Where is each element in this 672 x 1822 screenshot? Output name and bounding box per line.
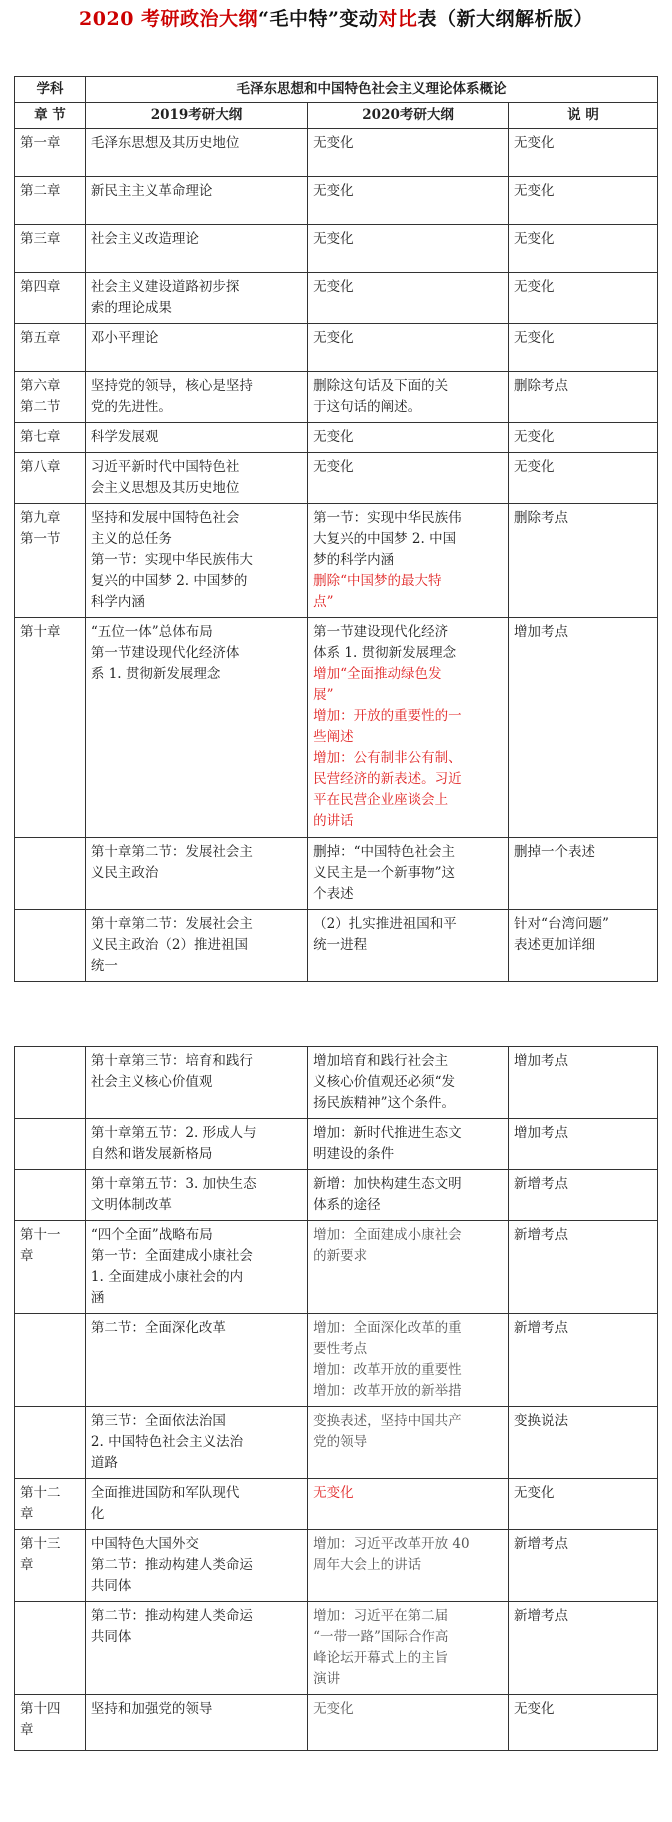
note-cell: [509, 504, 658, 618]
note-cell: [509, 838, 658, 910]
outline-2019-cell: [85, 504, 307, 618]
outline-2020-cell-line: 党的领导: [313, 1434, 368, 1450]
chapter-cell: [15, 177, 86, 225]
outline-2020-cell-line: 第一节：实现中华民族伟: [313, 510, 462, 526]
outline-2020-cell: [308, 129, 509, 177]
table-row: [15, 838, 658, 910]
chapter-cell-line: 第十四: [20, 1701, 61, 1717]
chapter-cell: [15, 372, 86, 423]
outline-2020-cell: [308, 1314, 509, 1407]
outline-2020-cell-line: 增加：改革开放的新举措: [313, 1383, 462, 1399]
outline-2019-cell-line: 涵: [90, 1290, 105, 1306]
outline-2019-cell: [85, 838, 307, 910]
outline-2020-cell-line: 峰论坛开幕式上的主旨: [313, 1650, 449, 1666]
outline-2020-cell-line: 无变化: [313, 183, 354, 199]
chapter-cell: [15, 453, 86, 504]
outline-2020-cell-line: 体系 1. 贯彻新发展理念: [313, 645, 457, 661]
chapter-cell: [15, 618, 86, 838]
outline-2019-cell-line: 义民主政治（2）推进祖国: [90, 937, 248, 953]
outline-2019-cell: [85, 423, 307, 453]
outline-2020-cell: [308, 504, 509, 618]
outline-2020-cell-line: 增加：全面建成小康社会: [313, 1227, 462, 1243]
note-cell: [509, 129, 658, 177]
outline-2019-cell-line: 第十章第二节：发展社会主: [90, 844, 253, 860]
chapter-cell: [15, 324, 86, 372]
chapter-cell-line: 章: [20, 1722, 34, 1738]
note-cell-line: 无变化: [514, 1485, 555, 1501]
outline-2020-cell: [308, 1170, 509, 1221]
outline-2019-cell: [85, 1119, 307, 1170]
chapter-cell: [15, 1479, 86, 1530]
outline-2020-cell-line: 明建设的条件: [313, 1146, 395, 1162]
chapter-cell: [15, 1221, 86, 1314]
note-cell: [509, 1119, 658, 1170]
outline-2020-cell: [308, 225, 509, 273]
outline-2020-cell-line: 展”: [313, 687, 334, 703]
note-cell-line: 删除考点: [514, 378, 569, 394]
outline-2020-cell: [308, 177, 509, 225]
table-row: [15, 129, 658, 177]
chapter-cell-line: 第十一: [20, 1227, 61, 1243]
outline-2020-cell-line: 增加培育和践行社会主: [313, 1053, 449, 1069]
note-cell-line: 无变化: [514, 135, 555, 151]
outline-2019-cell-line: 全面推进国防和军队现代: [90, 1485, 240, 1501]
outline-2019-cell-line: 党的先进性。: [90, 399, 172, 415]
note-cell: [509, 423, 658, 453]
chapter-cell: [15, 1047, 86, 1119]
outline-2020-cell-line: 于这句话的阐述。: [313, 399, 422, 415]
note-cell: [509, 273, 658, 324]
note-cell-line: 增加考点: [514, 624, 569, 640]
outline-2020-cell-line: 周年大会上的讲话: [313, 1557, 422, 1573]
outline-2019-cell-line: 坚持和加强党的领导: [90, 1701, 213, 1717]
outline-2019-cell: [85, 1407, 307, 1479]
outline-2020-cell-line: 大复兴的中国梦 2. 中国: [313, 531, 457, 547]
outline-2020-cell-line: 删掉：“中国特色社会主: [313, 844, 456, 860]
chapter-cell-line: 第二章: [20, 183, 61, 199]
outline-2019-cell: [85, 1314, 307, 1407]
outline-2019-cell-line: 复兴的中国梦 2. 中国梦的: [90, 573, 248, 589]
column-header-2019: 2019考研大纲: [85, 103, 307, 129]
outline-2020-cell-line: 体系的途径: [313, 1197, 381, 1213]
chapter-cell-line: 第十章: [20, 624, 61, 640]
outline-2020-cell-line: 要性考点: [313, 1341, 368, 1357]
outline-2020-cell: [308, 1479, 509, 1530]
outline-2019-cell-line: 第三节：全面依法治国: [90, 1413, 226, 1429]
outline-2019-cell: [85, 1479, 307, 1530]
chapter-cell: [15, 423, 86, 453]
outline-2019-cell-line: 自然和谐发展新格局: [90, 1146, 213, 1162]
outline-2020-cell: [308, 1407, 509, 1479]
comparison-table-part2: [14, 1046, 658, 1751]
outline-2020-cell: [308, 1602, 509, 1695]
subject-value: 毛泽东思想和中国特色社会主义理论体系概论: [85, 77, 657, 103]
table-header-subject-row: [15, 77, 658, 103]
note-cell: [509, 1695, 658, 1751]
table-row: [15, 1407, 658, 1479]
outline-2020-cell-line: 的新要求: [313, 1248, 368, 1264]
outline-2019-cell: [85, 1602, 307, 1695]
note-cell-line: 无变化: [514, 429, 555, 445]
outline-2019-cell-line: 共同体: [90, 1629, 132, 1645]
note-cell-line: 无变化: [514, 1701, 555, 1717]
outline-2019-cell-line: “四个全面”战略布局: [90, 1227, 213, 1243]
chapter-cell-line: 第六章: [20, 378, 61, 394]
note-cell: [509, 1530, 658, 1602]
chapter-cell: [15, 1119, 86, 1170]
table-row: [15, 1119, 658, 1170]
outline-2020-cell-line: 增加：公有制非公有制、: [313, 750, 462, 766]
note-cell: [509, 453, 658, 504]
outline-2019-cell: [85, 1047, 307, 1119]
outline-2020-cell-line: 删除这句话及下面的关: [313, 378, 449, 394]
note-cell-line: 新增考点: [514, 1227, 569, 1243]
note-cell-line: 无变化: [514, 459, 555, 475]
outline-2020-cell-line: 增加：习近平在第二届: [313, 1608, 449, 1624]
outline-2019-cell: [85, 1695, 307, 1751]
outline-2019-cell-line: 第一节建设现代化经济体: [90, 645, 240, 661]
chapter-cell: [15, 1407, 86, 1479]
outline-2019-cell-line: 毛泽东思想及其历史地位: [90, 135, 240, 151]
outline-2019-cell-line: 社会主义建设道路初步探: [90, 279, 240, 295]
outline-2020-cell-line: 些阐述: [313, 729, 354, 745]
outline-2019-cell-line: 会主义思想及其历史地位: [90, 480, 240, 496]
outline-2020-cell: [308, 423, 509, 453]
outline-2020-cell-line: 无变化: [313, 135, 354, 151]
table-row: [15, 1530, 658, 1602]
outline-2020-cell: [308, 1047, 509, 1119]
outline-2019-cell: [85, 453, 307, 504]
note-cell-line: 新增考点: [514, 1536, 569, 1552]
chapter-cell-line: 第七章: [20, 429, 61, 445]
outline-2019-cell-line: 第一节：实现中华民族伟大: [90, 552, 253, 568]
outline-2019-cell-line: 第十章第三节：培育和践行: [90, 1053, 253, 1069]
outline-2019-cell-line: 科学发展观: [90, 429, 159, 445]
note-cell: [509, 225, 658, 273]
outline-2020-cell: [308, 453, 509, 504]
outline-2020-cell-line: 无变化: [313, 231, 354, 247]
outline-2020-cell: [308, 1530, 509, 1602]
table-row: [15, 910, 658, 982]
outline-2019-cell-line: 第二节：全面深化改革: [90, 1320, 226, 1336]
outline-2019-cell-line: “五位一体”总体布局: [90, 624, 213, 640]
note-cell: [509, 1221, 658, 1314]
chapter-cell: [15, 910, 86, 982]
outline-2020-cell-line: 无变化: [313, 279, 354, 295]
chapter-cell-line: 章: [20, 1557, 34, 1573]
note-cell: [509, 1047, 658, 1119]
outline-2020-cell-line: 统一进程: [313, 937, 368, 953]
note-cell-line: 无变化: [514, 279, 555, 295]
note-cell: [509, 324, 658, 372]
note-cell-line: 变换说法: [514, 1413, 569, 1429]
column-header-note: 说 明: [509, 103, 658, 129]
outline-2019-cell-line: 系 1. 贯彻新发展理念: [90, 666, 221, 682]
column-header-2020: 2020考研大纲: [308, 103, 509, 129]
outline-2020-cell-line: 删除“中国梦的最大特: [313, 573, 442, 589]
outline-2019-cell-line: 第十章第五节：3. 加快生态: [90, 1176, 257, 1192]
outline-2019-cell: [85, 273, 307, 324]
outline-2020-cell-line: 增加：开放的重要性的一: [313, 708, 462, 724]
table-row: [15, 273, 658, 324]
chapter-cell: [15, 1314, 86, 1407]
chapter-cell-line: 章: [20, 1248, 34, 1264]
outline-2019-cell: [85, 225, 307, 273]
outline-2019-cell: [85, 1530, 307, 1602]
chapter-cell: [15, 838, 86, 910]
note-cell: [509, 372, 658, 423]
outline-2019-cell-line: 共同体: [90, 1578, 132, 1594]
outline-2019-cell-line: 新民主主义革命理论: [90, 183, 213, 199]
outline-2020-cell: [308, 372, 509, 423]
outline-2020-cell: [308, 618, 509, 838]
chapter-cell: [15, 504, 86, 618]
outline-2020-cell-line: 点”: [313, 594, 334, 610]
outline-2019-cell: [85, 324, 307, 372]
outline-2019-cell-line: 2. 中国特色社会主义法治: [90, 1434, 244, 1450]
outline-2019-cell-line: 第一节：全面建成小康社会: [90, 1248, 253, 1264]
outline-2020-cell-line: 无变化: [313, 330, 354, 346]
chapter-cell: [15, 1695, 86, 1751]
chapter-cell-line: 第八章: [20, 459, 61, 475]
outline-2019-cell-line: 化: [90, 1506, 105, 1522]
outline-2020-cell-line: 无变化: [313, 429, 354, 445]
outline-2020-cell-line: 第一节建设现代化经济: [313, 624, 449, 640]
outline-2020-cell-line: 新增：加快构建生态文明: [313, 1176, 462, 1192]
table-row: [15, 423, 658, 453]
chapter-cell-line: 第九章: [20, 510, 61, 526]
chapter-cell: [15, 1530, 86, 1602]
page-title: 2020 考研政治大纲“毛中特”变动对比表（新大纲解析版）: [79, 8, 593, 30]
note-cell-line: 针对“台湾问题”: [514, 916, 609, 932]
note-cell-line: 无变化: [514, 330, 555, 346]
table-row: [15, 1047, 658, 1119]
outline-2020-cell-line: 的讲话: [313, 813, 354, 829]
outline-2019-cell: [85, 372, 307, 423]
outline-2020-cell: [308, 1119, 509, 1170]
outline-2019-cell-line: 文明体制改革: [90, 1197, 172, 1213]
chapter-cell: [15, 1602, 86, 1695]
chapter-cell-line: 章: [20, 1506, 34, 1522]
table-row: [15, 372, 658, 423]
note-cell-line: 增加考点: [514, 1125, 569, 1141]
chapter-cell: [15, 225, 86, 273]
chapter-cell-line: 第五章: [20, 330, 61, 346]
outline-2020-cell-line: 增加：习近平改革开放 40: [313, 1536, 470, 1552]
note-cell: [509, 1314, 658, 1407]
note-cell-line: 新增考点: [514, 1176, 569, 1192]
outline-2019-cell-line: 索的理论成果: [90, 300, 172, 316]
table-row: [15, 324, 658, 372]
outline-2020-cell: [308, 273, 509, 324]
table-row: [15, 1170, 658, 1221]
chapter-cell-line: 第三章: [20, 231, 61, 247]
outline-2019-cell: [85, 618, 307, 838]
outline-2019-cell-line: 社会主义改造理论: [90, 231, 199, 247]
outline-2020-cell: [308, 910, 509, 982]
outline-2020-cell-line: 无变化: [313, 1701, 354, 1717]
outline-2019-cell-line: 第十章第五节：2. 形成人与: [90, 1125, 257, 1141]
outline-2019-cell-line: 坚持党的领导，核心是坚持: [90, 378, 253, 394]
note-cell: [509, 1407, 658, 1479]
note-cell-line: 增加考点: [514, 1053, 569, 1069]
outline-2020-cell-line: 梦的科学内涵: [313, 552, 395, 568]
outline-2020-cell-line: 增加“全面推动绿色发: [313, 666, 442, 682]
outline-2020-cell: [308, 838, 509, 910]
outline-2020-cell-line: 演讲: [313, 1671, 341, 1687]
note-cell-line: 无变化: [514, 231, 555, 247]
outline-2020-cell-line: 增加：新时代推进生态文: [313, 1125, 462, 1141]
table-row: [15, 618, 658, 838]
table-row: [15, 225, 658, 273]
chapter-cell: [15, 1170, 86, 1221]
note-cell-line: 删掉一个表述: [514, 844, 596, 860]
comparison-table-part1: [14, 76, 658, 982]
outline-2019-cell-line: 统一: [90, 958, 118, 974]
outline-2020-cell-line: （2）扎实推进祖国和平: [313, 916, 457, 932]
outline-2019-cell: [85, 1221, 307, 1314]
chapter-cell-line: 第二节: [20, 399, 61, 415]
outline-2019-cell-line: 1. 全面建成小康社会的内: [90, 1269, 244, 1285]
outline-2020-cell-line: 无变化: [313, 459, 354, 475]
outline-2020-cell-line: 增加：改革开放的重要性: [313, 1362, 462, 1378]
column-header-chapter: 章 节: [15, 103, 86, 129]
table-row: [15, 1314, 658, 1407]
outline-2019-cell-line: 中国特色大国外交: [90, 1536, 199, 1552]
note-cell: [509, 910, 658, 982]
table-row: [15, 1695, 658, 1751]
outline-2020-cell: [308, 1695, 509, 1751]
note-cell-line: 删除考点: [514, 510, 569, 526]
note-cell: [509, 1170, 658, 1221]
outline-2020-cell-line: 变换表述，坚持中国共产: [313, 1413, 462, 1429]
outline-2020-cell-line: 平在民营企业座谈会上: [313, 792, 449, 808]
outline-2020-cell: [308, 1221, 509, 1314]
chapter-cell-line: 第十二: [20, 1485, 61, 1501]
outline-2019-cell-line: 社会主义核心价值观: [90, 1074, 213, 1090]
table-row: [15, 177, 658, 225]
note-cell-line: 无变化: [514, 183, 555, 199]
chapter-cell-line: 第四章: [20, 279, 61, 295]
outline-2019-cell: [85, 910, 307, 982]
table-row: [15, 1479, 658, 1530]
outline-2019-cell-line: 道路: [90, 1455, 118, 1471]
chapter-cell: [15, 273, 86, 324]
outline-2019-cell-line: 第二节：推动构建人类命运: [90, 1557, 253, 1573]
outline-2019-cell: [85, 177, 307, 225]
note-cell-line: 新增考点: [514, 1608, 569, 1624]
outline-2019-cell-line: 义民主政治: [90, 865, 159, 881]
outline-2019-cell-line: 主义的总任务: [90, 531, 172, 547]
outline-2019-cell-line: 习近平新时代中国特色社: [90, 459, 240, 475]
subject-label: 学科: [15, 77, 86, 103]
note-cell: [509, 1602, 658, 1695]
table-header-row: [15, 103, 658, 129]
outline-2019-cell: [85, 129, 307, 177]
outline-2020-cell-line: “一带一路”国际合作高: [313, 1629, 449, 1645]
table-row: [15, 1221, 658, 1314]
outline-2020-cell-line: 义民主是一个新事物”这: [313, 865, 456, 881]
outline-2020-cell-line: 义核心价值观还必须“发: [313, 1074, 456, 1090]
outline-2019-cell-line: 坚持和发展中国特色社会: [90, 510, 240, 526]
outline-2019-cell-line: 第十章第二节：发展社会主: [90, 916, 253, 932]
chapter-cell-line: 第十三: [20, 1536, 61, 1552]
table-row: [15, 504, 658, 618]
note-cell: [509, 177, 658, 225]
outline-2019-cell: [85, 1170, 307, 1221]
outline-2019-cell-line: 邓小平理论: [90, 330, 159, 346]
chapter-cell-line: 第一章: [20, 135, 61, 151]
outline-2019-cell-line: 科学内涵: [90, 594, 145, 610]
note-cell: [509, 618, 658, 838]
table-row: [15, 1602, 658, 1695]
table-row: [15, 453, 658, 504]
outline-2020-cell-line: 增加：全面深化改革的重: [313, 1320, 462, 1336]
note-cell: [509, 1479, 658, 1530]
outline-2020-cell-line: 个表述: [313, 886, 354, 902]
chapter-cell: [15, 129, 86, 177]
chapter-cell-line: 第一节: [20, 531, 61, 547]
outline-2020-cell: [308, 324, 509, 372]
note-cell-line: 新增考点: [514, 1320, 569, 1336]
outline-2019-cell-line: 第二节：推动构建人类命运: [90, 1608, 253, 1624]
outline-2020-cell-line: 无变化: [313, 1485, 354, 1501]
outline-2020-cell-line: 民营经济的新表述。习近: [313, 771, 462, 787]
note-cell-line: 表述更加详细: [514, 937, 596, 953]
outline-2020-cell-line: 扬民族精神”这个条件。: [313, 1095, 456, 1111]
